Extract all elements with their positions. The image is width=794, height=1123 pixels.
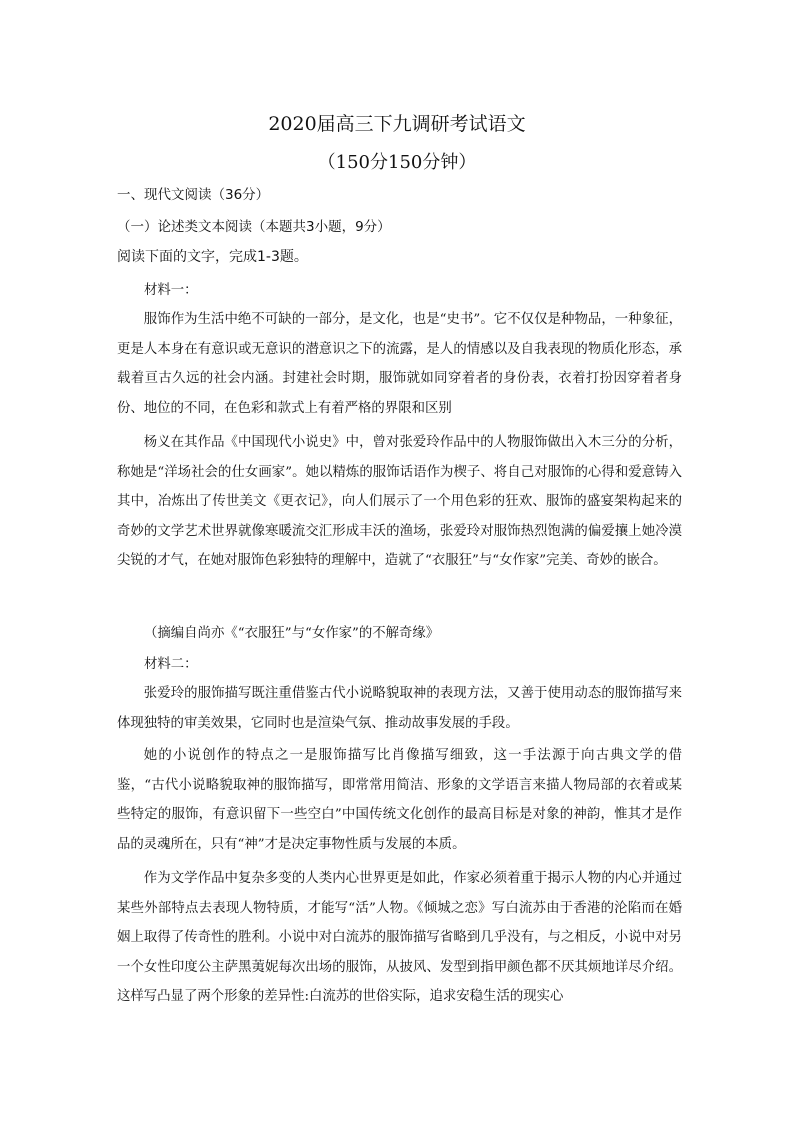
section-heading-part1: 一、现代文阅读（36分） — [117, 187, 270, 203]
exam-subtitle: （150分150分钟） — [317, 152, 477, 173]
material1-paragraph-1: 服饰作为生活中绝不可缺的一部分，是文化，也是“史书”。它不仅仅是种物品，一种象征，更是人本身在有意识或无意识的潜意识之下的流露，是人的情感以及自我表现的物质化形态，承载着亘古久远的社会内涵。封建社会时期，服饰就如同穿着者的身份表，衣着打扮因穿着者身份、地位的不同，在色彩和款式上有着严格的界限和区别 — [117, 312, 682, 416]
material1-source: （摘编自尚亦《“衣服狂”与“女作家”的不解奇缘》 — [144, 626, 440, 641]
material2-label: 材料二： — [144, 657, 198, 672]
material2-paragraph-3: 作为文学作品中复杂多变的人类内心世界更是如此，作家必须着重于揭示人物的内心并通过某些外部特点去表现人物特质，才能写“活”人物。《倾城之恋》写白流苏由于香港的沦陷而在婚姻上取得了传奇性的胜利。小说中对白流苏的服饰描写省略到几乎没有，与之相反，小说中对另一个女性印度公主萨黑荑妮每次出场的服饰，从披风、发型到指甲颜色都不厌其烦地详尽介绍。这样写凸显了两个形象的差异性:白流苏的世俗实际，追求安稳生活的现实心 — [117, 871, 682, 1005]
section-heading-part1-1: （一）论述类文本阅读（本题共3小题，9分） — [117, 219, 391, 235]
instruction-text: 阅读下面的文字，完成1-3题。 — [117, 249, 308, 265]
material1-paragraph-2: 杨义在其作品《中国现代小说史》中，曾对张爱玲作品中的人物服饰做出入木三分的分析，称她是“洋场社会的仕女画家”。她以精炼的服饰话语作为楔子、将自己对服饰的心得和爱意铸入其中，冶炼出了传世美文《更衣记》，向人们展示了一个用色彩的狂欢、服饰的盛宴架构起来的奇妙的文学艺术世界就像寒暖流交汇形成丰沃的渔场，张爱玲对服饰热烈饱满的偏爱攘上她冷漠尖锐的才气，在她对服饰色彩独特的理解中，造就了“衣服狂”与“女作家”完美、奇妙的嵌合。 — [117, 435, 682, 569]
exam-title: 2020届高三下九调研考试语文 — [268, 113, 526, 135]
material2-paragraph-2: 她的小说创作的特点之一是服饰描写比肖像描写细致，这一手法源于向古典文学的借鉴，“古代小说略貌取神的服饰描写，即常常用简洁、形象的文学语言来描人物局部的衣着或某些特定的服饰，有意识留下一些空白”中国传统文化创作的最高目标是对象的神韵，惟其才是作品的灵魂所在，只有“神”才是决定事物性质与发展的本质。 — [117, 748, 682, 852]
material2-paragraph-1: 张爱玲的服饰描写既注重借鉴古代小说略貌取神的表现方法，又善于使用动态的服饰描写来体现独特的审美效果，它同时也是渲染气氛、推动故事发展的手段。 — [117, 686, 682, 731]
material1-label: 材料一： — [144, 283, 198, 298]
